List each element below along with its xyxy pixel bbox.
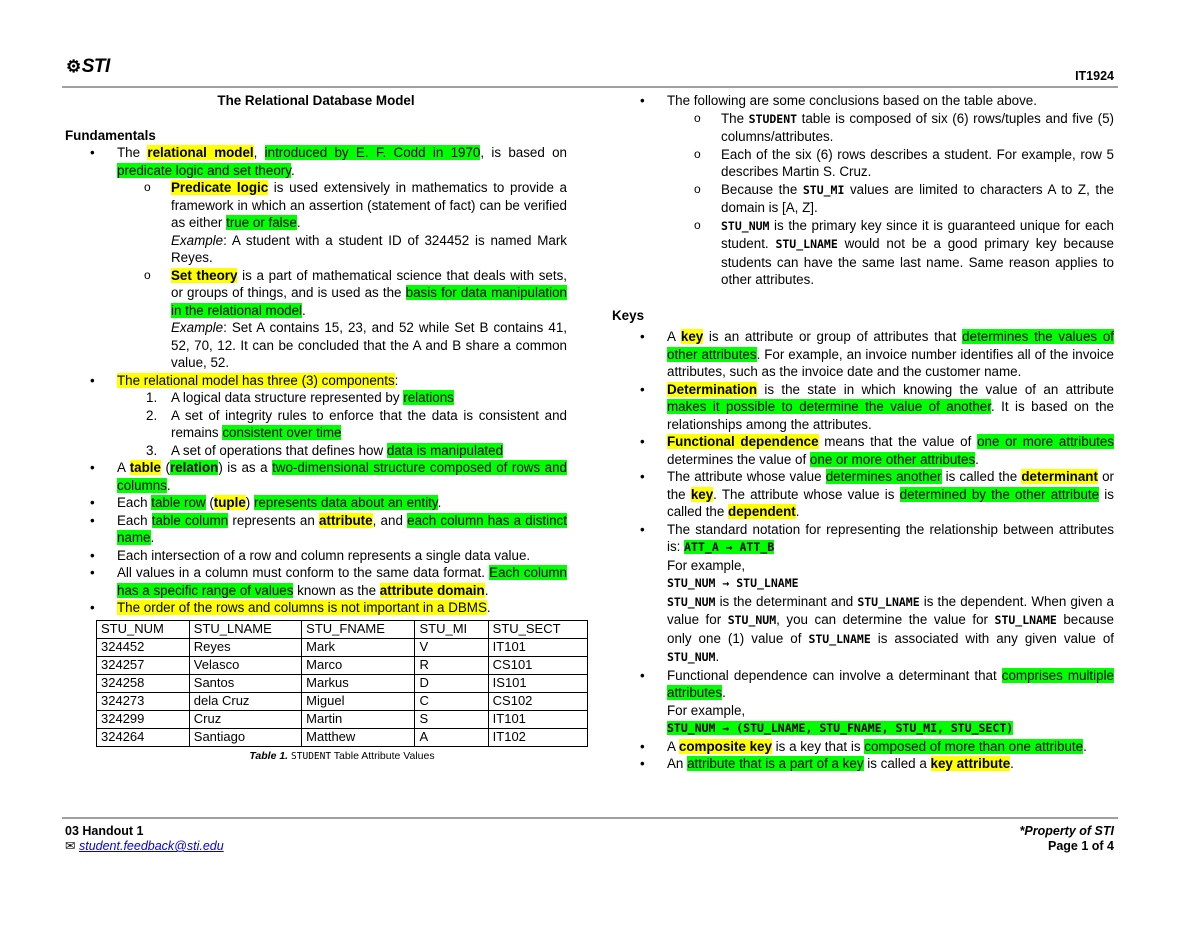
keys-list [612, 328, 1114, 773]
footer-rule [62, 817, 1118, 819]
student-table [96, 620, 588, 747]
table-cell: 324452 [97, 638, 190, 656]
envelope-icon: ✉ [65, 839, 76, 853]
table-cell: IT101 [488, 710, 587, 728]
email-line [65, 839, 224, 854]
sub-list-item: o Each of the six (6) rows describes a student. For example, row 5 describes Martin S. Cruz. [721, 146, 1114, 181]
list-item: • Each table column represents an attribute, and each column has a distinct name. [117, 512, 567, 547]
list-item: • Functional dependence means that the value of one or more attributes determines the value of one or more other attributes. [667, 433, 1114, 468]
table-cell: Santiago [189, 728, 301, 746]
table-cell: CS101 [488, 656, 587, 674]
sub-list-item: o The STUDENT table is composed of six (6) rows/tuples and five (5) columns/attributes. [721, 110, 1114, 146]
table-cell: Martin [302, 710, 415, 728]
table-row [97, 692, 588, 710]
table-cell: Cruz [189, 710, 301, 728]
table-row [97, 728, 588, 746]
conclusions-list [612, 92, 1114, 289]
table-cell: dela Cruz [189, 692, 301, 710]
section-heading-keys: Keys [612, 307, 645, 323]
sub-list [117, 179, 567, 372]
table-cell: 324299 [97, 710, 190, 728]
table-cell: Matthew [302, 728, 415, 746]
table-cell: 324257 [97, 656, 190, 674]
table-cell: Reyes [189, 638, 301, 656]
table-row [97, 674, 588, 692]
table-cell: Velasco [189, 656, 301, 674]
handout-label: 03 Handout 1 [65, 824, 144, 838]
footer-left [65, 824, 224, 854]
table-row [97, 638, 588, 656]
globe-icon: ⚙ [66, 57, 81, 76]
left-column [65, 92, 567, 765]
list-item: • A composite key is a key that is composed of more than one attribute. [667, 738, 1114, 756]
table-row [97, 656, 588, 674]
list-item: • The following are some conclusions based on the table above. o The STUDENT table is composed of six (6) rows/tuples and five (5) columns/attributes. o Each of the six (6) rows describes a student. For example, row 5 describes Martin S. Cruz. o Because the STU_MI values are limited to characters A to Z, the domain is [A, Z]. o STU_NUM is the primary key since it is guaranteed unique for each student. STU_LNAME would not be a good primary key because students can have the same last name. Same reason applies to other attributes. [667, 92, 1114, 289]
list-item: • The relational model has three (3) components: 1. A logical data structure represented by relations 2. A set of integrity rules to enforce that the data is consistent and remains consistent over time 3. A set of operations that defines how data is manipulated [117, 372, 567, 460]
table-header-row [97, 620, 588, 638]
list-item: • Determination is the state in which knowing the value of an attribute makes it possible to determine the value of another. It is based on the relationships among the attributes. [667, 381, 1114, 434]
list-item: • The order of the rows and columns is not important in a DBMS. [117, 599, 567, 617]
email-link[interactable]: student.feedback@sti.edu [78, 839, 224, 853]
sub-list-item: o STU_NUM is the primary key since it is guaranteed unique for each student. STU_LNAME would not be a good primary key because students can have the same last name. Same reason applies to other attributes. [721, 217, 1114, 289]
table-cell: IS101 [488, 674, 587, 692]
table-cell: IT101 [488, 638, 587, 656]
list-item: • A table (relation) is as a two-dimensional structure composed of rows and columns. [117, 459, 567, 494]
right-column [612, 92, 1114, 773]
sti-logo [66, 56, 110, 78]
course-code: IT1924 [1075, 69, 1114, 83]
table-cell: Markus [302, 674, 415, 692]
column-header: STU_NUM [97, 620, 190, 638]
property-label: *Property of STI [1019, 824, 1114, 838]
table-cell: Miguel [302, 692, 415, 710]
page-title: The Relational Database Model [217, 93, 415, 108]
table-cell: 324264 [97, 728, 190, 746]
list-item: • A key is an attribute or group of attributes that determines the values of other attributes. For example, an invoice number identifies all of the invoice attributes, such as the invoice date and the customer name. [667, 328, 1114, 381]
page-number: Page 1 of 4 [1048, 839, 1114, 853]
table-cell: S [415, 710, 488, 728]
sub-list-item: o Set theory is a part of mathematical science that deals with sets, or groups of things, and is used as the basis for data manipulation in the relational model. Example: Set A contains 15, 23, and 52 while Set B contains 41, 52, 70, 12. It can be concluded that the A and B share a common value, 52. [171, 267, 567, 372]
sub-list-item: o Predicate logic is used extensively in mathematics to provide a framework in which an assertion (statement of fact) can be verified as either true or false. Example: A student with a student ID of 324452 is named Mark Reyes. [171, 179, 567, 267]
table-cell: V [415, 638, 488, 656]
table-cell: 324258 [97, 674, 190, 692]
table-cell: Santos [189, 674, 301, 692]
table-cell: D [415, 674, 488, 692]
sub-list [667, 110, 1114, 289]
table-cell: A [415, 728, 488, 746]
table-cell: IT102 [488, 728, 587, 746]
fundamentals-list [65, 144, 567, 617]
numbered-item: 1. A logical data structure represented by relations [146, 390, 454, 405]
column-header: STU_LNAME [189, 620, 301, 638]
footer-right [1020, 824, 1114, 854]
list-item: • An attribute that is a part of a key is called a key attribute. [667, 755, 1114, 773]
list-item: • All values in a column must conform to the same data format. Each column has a specific range of values known as the attribute domain. [117, 564, 567, 599]
list-item: • Each table row (tuple) represents data about an entity. [117, 494, 567, 512]
list-item: • The relational model, introduced by E. F. Codd in 1970, is based on predicate logic and set theory. o Predicate logic is used extensively in mathematics to provide a framework in which an assertion (statement of fact) can be verified as either true or false. Example: A student with a student ID of 324452 is named Mark Reyes. o Set theory is a part of mathematical science that deals with sets, or groups of things, and is used as the basis for data manipulation in the relational model. Example: Set A contains 15, 23, and 52 while Set B contains 41, 52, 70, 12. It can be concluded that the A and B share a common value, 52. [117, 144, 567, 372]
table-row [97, 710, 588, 728]
header-rule [62, 86, 1118, 88]
sub-list-item: o Because the STU_MI values are limited to characters A to Z, the domain is [A, Z]. [721, 181, 1114, 217]
list-item: • Functional dependence can involve a determinant that comprises multiple attributes. For example, STU_NUM → (STU_LNAME, STU_FNAME, STU_MI, STU_SECT) [667, 667, 1114, 738]
list-item: • Each intersection of a row and column represents a single data value. [117, 547, 567, 565]
table-cell: R [415, 656, 488, 674]
list-item: • The attribute whose value determines another is called the determinant or the key. The attribute whose value is determined by the other attribute is called the dependent. [667, 468, 1114, 521]
table-cell: C [415, 692, 488, 710]
table-cell: CS102 [488, 692, 587, 710]
table-cell: Marco [302, 656, 415, 674]
list-item: • The standard notation for representing the relationship between attributes is: ATT_A → ATT_B For example, STU_NUM → STU_LNAME STU_NUM is the determinant and STU_LNAME is the dependent. When given a value for STU_NUM, you can determine the value for STU_LNAME because only one (1) value of STU_LNAME is associated with any given value of STU_NUM. [667, 521, 1114, 667]
numbered-item: 2. A set of integrity rules to enforce that the data is consistent and remains consistent over time [146, 407, 567, 440]
components-list [117, 389, 567, 459]
table-caption: Table 1. STUDENT Table Attribute Values [249, 749, 435, 762]
section-heading-fundamentals: Fundamentals [65, 127, 156, 143]
table-cell: 324273 [97, 692, 190, 710]
logo-text: STI [81, 56, 110, 77]
column-header: STU_MI [415, 620, 488, 638]
table-cell: Mark [302, 638, 415, 656]
column-header: STU_FNAME [302, 620, 415, 638]
column-header: STU_SECT [488, 620, 587, 638]
numbered-item: 3. A set of operations that defines how data is manipulated [146, 442, 504, 458]
